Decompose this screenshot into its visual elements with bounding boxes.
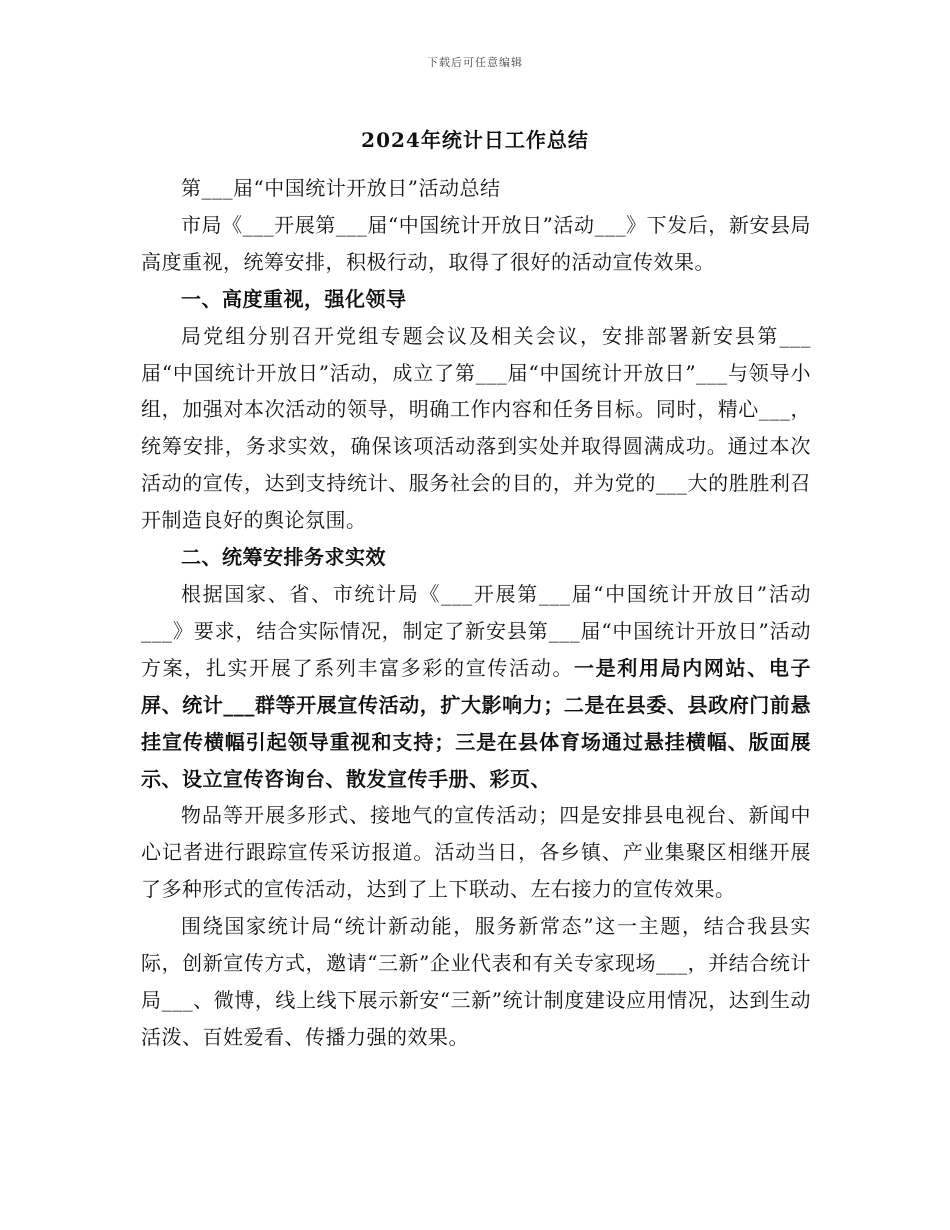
document-title: 2024年统计日工作总结	[361, 128, 589, 152]
paragraph-section-2-bold-text: 一是利用局内网站、电子屏、统计___群等开展宣传活动，扩大影响力；二是在县委、县政府门前悬挂宣传横幅引起领导重视和支持；三是在县体育场通过悬挂横幅、版面展示、设立宣传咨询台、散发宣传手册、彩页、	[141, 655, 811, 791]
paragraph-section-1: 局党组分别召开党组专题会议及相关会议，安排部署新安县第___届“中国统计开放日”活动，成立了第___届“中国统计开放日”___与领导小组，加强对本次活动的领导，明确工作内容和任务目标。同时，精心___，统筹安排，务求实效，确保该项活动落到实处并取得圆满成功。通过本次活动的宣传，达到支持统计、服务社会的目的，并为党的___大的胜胜利召开制造良好的舆论氛围。	[141, 323, 811, 533]
paragraph-section-2-text: 根据国家、省、市统计局《___开展第___届“中国统计开放日”活动___》要求，结合实际情况，制定了新安县第___届“中国统计开放日”活动方案，扎实开展了系列丰富多彩的宣传活动。	[141, 581, 811, 680]
page-header-note: 下载后可任意编辑	[427, 56, 523, 69]
document-body	[141, 170, 811, 1056]
section-heading-1: 一、高度重视，强化领导	[181, 286, 407, 311]
paragraph-section-2-continued: 物品等开展多形式、接地气的宣传活动；四是安排县电视台、新闻中心记者进行跟踪宣传采访报道。活动当日，各乡镇、产业集聚区相继开展了多种形式的宣传活动，达到了上下联动、左右接力的宣传效果。	[141, 803, 811, 902]
paragraph-subtitle: 第___届“中国统计开放日”活动总结	[181, 176, 501, 200]
paragraph-section-2	[141, 576, 811, 797]
section-heading-2: 二、统筹安排务求实效	[181, 545, 386, 570]
paragraph-theme: 围绕国家统计局“统计新动能，服务新常态”这一主题，结合我县实际，创新宣传方式，邀请“三新”企业代表和有关专家现场___，并结合统计局___、微博，线上线下展示新安“三新”统计制度建设应用情况，达到生动活泼、百姓爱看、传播力强的效果。	[141, 914, 811, 1049]
paragraph-intro: 市局《___开展第___届“中国统计开放日”活动___》下发后，新安县局高度重视，统筹安排，积极行动，取得了很好的活动宣传效果。	[141, 212, 811, 274]
